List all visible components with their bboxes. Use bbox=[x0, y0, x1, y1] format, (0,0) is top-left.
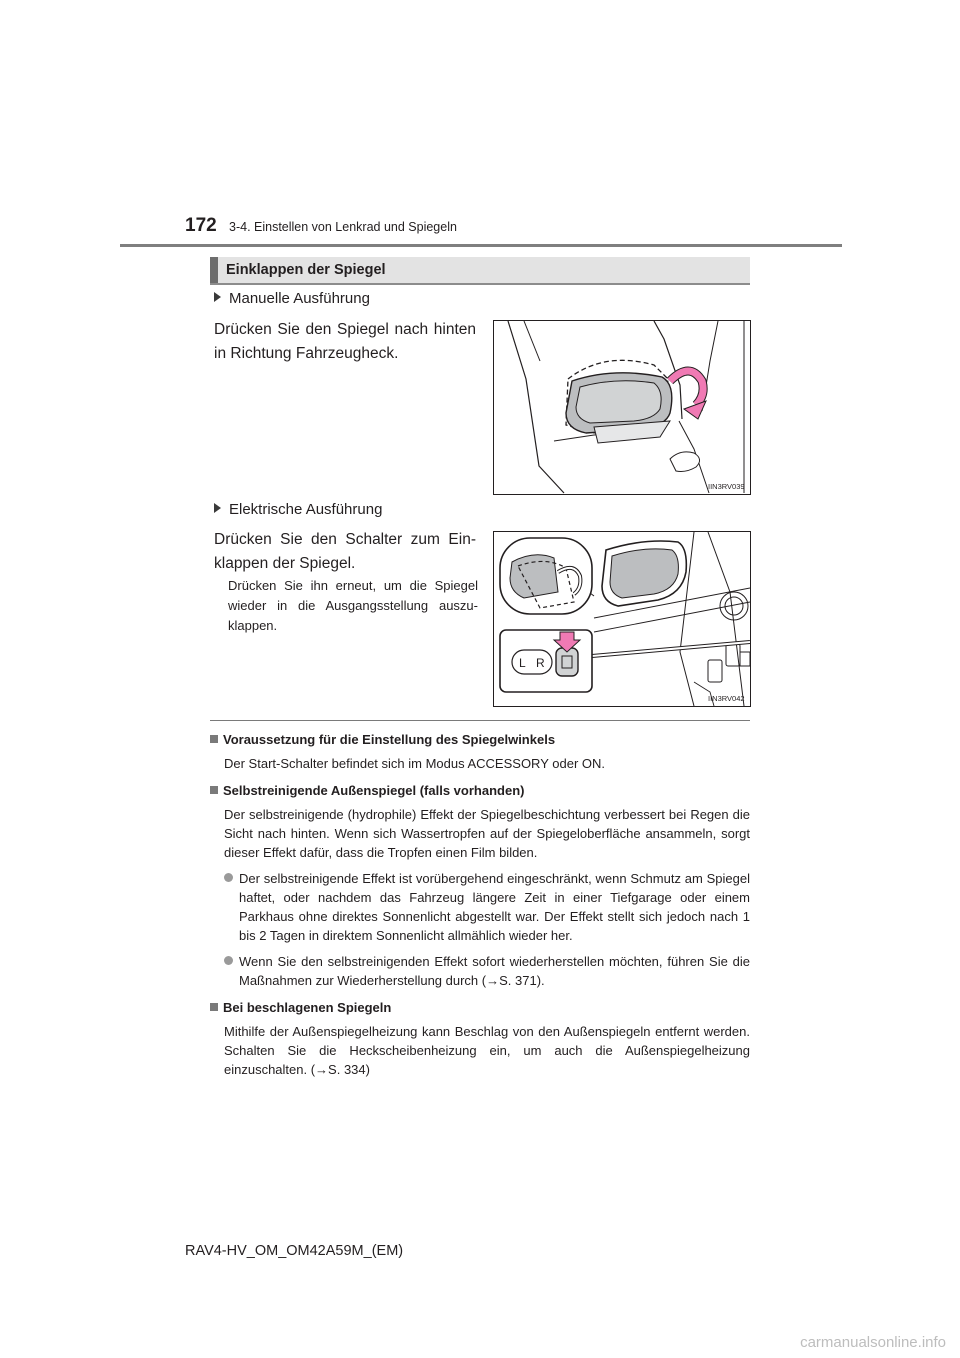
list-item bbox=[224, 952, 750, 990]
manual-mirror-figure bbox=[493, 320, 751, 495]
list-item-text: Der selbstreinigende Effekt ist vorübergehend eingeschränkt, wenn Schmutz am Spiegel haftet, oder nachdem das Fahrzeug längere Zeit in einer Tiefgarage oder einem Parkhaus ohne direktes Sonnenlicht abgestellt war. Der Effekt stellt sich jedoch nach 1 bis 2 Tagen in direktem Sonnenlicht allmählich wieder her. bbox=[239, 871, 750, 943]
square-bullet-icon bbox=[210, 1003, 218, 1011]
triangle-bullet-icon bbox=[214, 503, 221, 513]
note-self-cleaning bbox=[210, 782, 750, 990]
triangle-bullet-icon bbox=[214, 292, 221, 302]
note-fogged-mirrors bbox=[210, 999, 750, 1079]
round-bullet-icon bbox=[224, 873, 233, 882]
electric-mirror-figure bbox=[493, 531, 751, 707]
document-code: RAV4-HV_OM_OM42A59M_(EM) bbox=[185, 1243, 404, 1259]
section-accent bbox=[210, 257, 218, 283]
note-body: Der selbstreinigende (hydrophile) Effekt der Spiegelbeschichtung verbessert bei Regen die Sicht nach hinten. Wenn sich Wassertropfen auf der Spiegeloberfläche ansammeln, sorgt dieser Effekt dafür, dass die Tropfen einen Film bilden. bbox=[224, 807, 750, 860]
list-item-text: Wenn Sie den selbstreinigenden Effekt sofort wiederherstellen möchten, führen Sie die Maßnahmen zur Wiederherstellung durch (→S. 371). bbox=[239, 954, 750, 988]
note-heading-text: Selbstreinigende Außenspiegel (falls vorhanden) bbox=[223, 783, 525, 798]
list-item bbox=[224, 869, 750, 945]
switch-left-label: L bbox=[519, 656, 526, 670]
electric-variant-label bbox=[214, 500, 382, 520]
note-heading-text: Voraussetzung für die Einstellung des Spiegelwinkels bbox=[223, 732, 556, 747]
electric-instruction: Drücken Sie den Schalter zum Einklappen der Spiegel. bbox=[214, 531, 476, 572]
electric-subnote: Drücken Sie ihn erneut, um die Spiegel wieder in die Ausgangsstellung auszuklappen. bbox=[228, 578, 478, 633]
note-heading bbox=[210, 999, 750, 1017]
note-body: Mithilfe der Außenspiegelheizung kann Beschlag von den Außenspiegeln entfernt werden. Schalten Sie die Heckscheibenheizung ein, um auch die Außenspiegelheizung einzuschalten. (→S. 334) bbox=[224, 1024, 750, 1077]
section-heading bbox=[210, 257, 750, 285]
note-heading bbox=[210, 782, 750, 800]
round-bullet-icon bbox=[224, 956, 233, 965]
electric-figure-code: IIN3RV042 bbox=[708, 694, 745, 703]
electric-mirror-illustration bbox=[494, 532, 750, 706]
note-body: Der Start-Schalter befindet sich im Modus ACCESSORY oder ON. bbox=[224, 756, 606, 771]
header-divider bbox=[120, 244, 842, 247]
note-heading-text: Bei beschlagenen Spiegeln bbox=[223, 1000, 392, 1015]
manual-mirror-illustration bbox=[494, 321, 750, 494]
section-title: Einklappen der Spiegel bbox=[226, 262, 386, 278]
square-bullet-icon bbox=[210, 735, 218, 743]
page-number: 172 bbox=[185, 215, 217, 236]
manual-variant-label bbox=[214, 289, 370, 309]
note-mirror-angle bbox=[210, 731, 750, 773]
manual-figure-code: IIN3RV039 bbox=[708, 482, 745, 491]
watermark: carmanualsonline.info bbox=[800, 1334, 946, 1351]
square-bullet-icon bbox=[210, 786, 218, 794]
notes-divider bbox=[210, 720, 750, 721]
manual-variant-text: Manuelle Ausführung bbox=[229, 290, 370, 307]
notes-section bbox=[210, 731, 750, 1088]
manual-instruction: Drücken Sie den Spiegel nach hinten in Richtung Fahrzeugheck. bbox=[214, 321, 476, 362]
chapter-title: 3-4. Einstellen von Lenkrad und Spiegeln bbox=[229, 220, 457, 234]
switch-right-label: R bbox=[536, 656, 545, 670]
electric-variant-text: Elektrische Ausführung bbox=[229, 501, 383, 518]
note-heading bbox=[210, 731, 750, 749]
